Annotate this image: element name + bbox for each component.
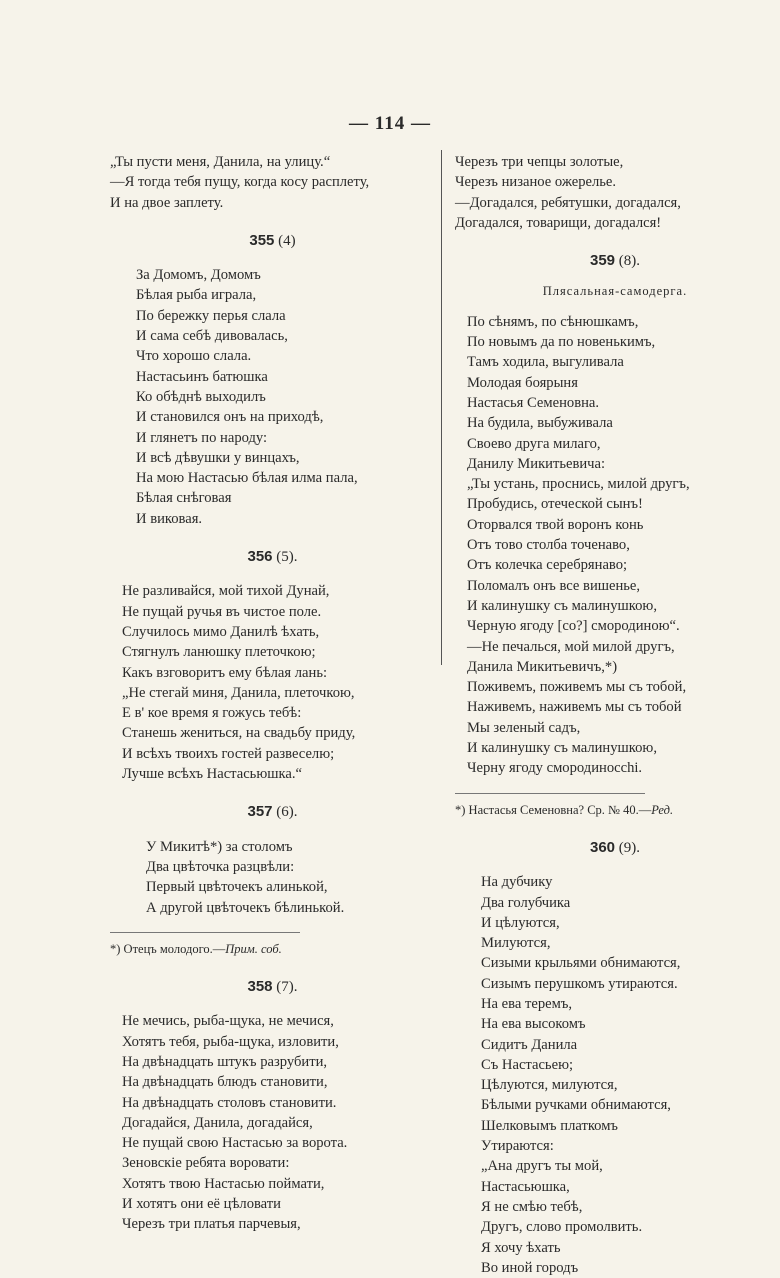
- verse-line: Другъ, слово промолвить.: [481, 1219, 643, 1236]
- verse-line: Настасья Семеновна.: [467, 394, 600, 411]
- song-357: [110, 837, 435, 918]
- song-359: [455, 312, 775, 779]
- verse-line: Данилу Микитьевича:: [467, 455, 606, 472]
- continued-stanza: [455, 152, 775, 233]
- footnote-rule: [455, 793, 645, 794]
- verse-line: Бѣлыми ручками обнимаются,: [481, 1097, 671, 1114]
- verse-line: Сизымъ перушкомъ утираются.: [481, 975, 678, 992]
- verse-line: —Догадался, ребятушки, догадался,: [455, 194, 681, 211]
- footnote-rule: [110, 932, 300, 933]
- song-heading-360: 360 (9).: [589, 838, 641, 856]
- verse-line: Черну ягоду смородинocchi.: [467, 760, 643, 777]
- verse-line: И калинушку съ малинушкою,: [467, 740, 657, 757]
- verse-line: И на двое заплету.: [110, 194, 224, 211]
- verse-line: На двѣнадцать столовъ становити.: [122, 1094, 337, 1111]
- verse-line: Черезъ три чепцы золотые,: [455, 154, 624, 170]
- verse-line: Черезъ три платья парчевыя,: [122, 1216, 301, 1233]
- verse-line: Сизыми крыльями обнимаются,: [481, 955, 681, 972]
- verse-line: Своево друга милаго,: [467, 435, 601, 452]
- verse-line: „Ты пусти меня, Данила, на улицу.“: [110, 154, 331, 170]
- verse-line: Не разливайся, мой тихой Дунай,: [122, 583, 330, 600]
- verse-line: На двѣнадцать штукъ разрубити,: [122, 1053, 328, 1070]
- song-355: [110, 265, 435, 529]
- verse-line: —Я тогда тебя пущу, когда косу расплету,: [110, 174, 370, 191]
- verse-line: На двѣнадцать блюдъ становити,: [122, 1074, 328, 1091]
- verse-line: На мою Настасью бѣлая илма пала,: [136, 470, 358, 487]
- verse-line: Бѣлая рыба играла,: [136, 287, 257, 304]
- song-heading-359: 359 (8).: [589, 252, 641, 270]
- verse-line: Что хорошо слала.: [136, 348, 252, 365]
- verse-line: Два голубчика: [481, 894, 571, 911]
- verse-line: За Домомъ, Домомъ: [136, 267, 261, 284]
- song-heading-355: 355 (4): [249, 231, 296, 249]
- verse-line: Шелковымъ платкомъ: [481, 1117, 618, 1134]
- footnote: *) Отецъ молодого.—Прим. соб.: [110, 941, 282, 956]
- verse-line: Хотятъ тебя, рыба-щука, изловити,: [122, 1033, 339, 1050]
- verse-line: Цѣлуются, милуются,: [481, 1077, 618, 1094]
- verse-line: Какъ взговоритъ ему бѣлая лань:: [122, 664, 328, 681]
- verse-line: Догадался, товарищи, догадался!: [455, 214, 662, 231]
- verse-line: Пробудись, отеческой сынъ!: [467, 496, 643, 513]
- verse-line: Мы зеленый садъ,: [467, 719, 581, 736]
- song-subtitle: Плясальная-самодерга.: [542, 284, 688, 299]
- song-heading-358: 358 (7).: [247, 978, 298, 996]
- verse-line: Первый цвѣточекъ алинькой,: [146, 879, 328, 896]
- song-360: [455, 872, 775, 1278]
- verse-line: Зеновскіе ребята воровати:: [122, 1155, 290, 1172]
- verse-line: И всѣ дѣвушки у винцахъ,: [136, 449, 300, 466]
- verse-line: Не пущай свою Настасью за ворота.: [122, 1135, 348, 1152]
- verse-line: Съ Настасьею;: [481, 1056, 574, 1073]
- verse-line: Черную ягоду [со?] смородиною“.: [467, 618, 680, 635]
- verse-line: И сама себѣ дивовалась,: [136, 328, 288, 345]
- verse-line: На ева высокомъ: [481, 1016, 586, 1033]
- verse-line: Не пущай ручья въ чистое поле.: [122, 603, 322, 620]
- verse-line: Данила Микитьевичъ,*): [467, 658, 618, 675]
- verse-line: И хотятъ они её цѣловати: [122, 1196, 281, 1213]
- intro-stanza: [110, 152, 435, 213]
- verse-line: Ко обѣднѣ выходилъ: [136, 388, 266, 405]
- verse-line: Станешь жениться, на свадьбу приду,: [122, 725, 356, 742]
- verse-line: Бѣлая снѣговая: [136, 490, 232, 507]
- verse-line: Молодая боярыня: [467, 374, 578, 391]
- verse-line: Милуются,: [481, 935, 551, 952]
- verse-line: И калинушку съ малинушкою,: [467, 597, 657, 614]
- verse-line: Оторвался твой воронъ конь: [467, 516, 644, 533]
- song-heading-356: 356 (5).: [247, 548, 298, 566]
- verse-line: И становился онъ на приходѣ,: [136, 409, 324, 426]
- footnote: *) Настасья Семеновна? Ср. № 40.—Ред.: [455, 802, 674, 817]
- verse-line: „Не стегай миня, Данила, плеточкою,: [122, 684, 355, 701]
- verse-line: На будила, выбуживала: [467, 415, 613, 432]
- right-column: [455, 152, 775, 1278]
- verse-line: А другой цвѣточекъ бѣлинькой.: [146, 899, 345, 916]
- verse-line: Отъ тово столба точенаво,: [467, 537, 630, 554]
- verse-line: Два цвѣточка разцвѣли:: [146, 858, 295, 875]
- verse-line: Хотятъ твою Настасью поймати,: [122, 1175, 325, 1192]
- verse-line: Настасьинъ батюшка: [136, 368, 268, 385]
- song-heading-357: 357 (6).: [247, 803, 298, 821]
- verse-line: „Ана другъ ты мой,: [481, 1158, 603, 1175]
- verse-line: По бережку перья слала: [136, 307, 286, 324]
- verse-line: „Ты устань, проснись, милой другъ,: [467, 476, 690, 493]
- verse-line: Сидитъ Данила: [481, 1036, 578, 1053]
- verse-line: Отъ колечка серебрянаво;: [467, 557, 628, 574]
- verse-line: Настасьюшка,: [481, 1178, 570, 1195]
- verse-line: Я хочу ѣхать: [481, 1239, 561, 1256]
- song-356: [110, 581, 435, 784]
- song-358: [110, 1011, 435, 1234]
- verse-line: Наживемъ, наживемъ мы съ тобой: [467, 699, 682, 716]
- verse-line: У Микитѣ*) за столомъ: [146, 838, 293, 855]
- verse-line: Догадайся, Данила, догадайся,: [122, 1114, 313, 1131]
- column-divider: [441, 150, 442, 665]
- verse-line: Тамъ ходила, выгуливала: [467, 354, 624, 371]
- verse-line: Лучше всѣхъ Настасьюшка.“: [122, 766, 302, 783]
- verse-line: Во иной городъ: [481, 1259, 579, 1276]
- verse-line: Поломалъ онъ все вишенье,: [467, 577, 641, 594]
- page-number: — 114 —: [349, 113, 431, 134]
- verse-line: Не мечись, рыба-щука, не мечися,: [122, 1013, 334, 1030]
- verse-line: На дубчику: [481, 874, 553, 891]
- verse-line: И глянетъ по народу:: [136, 429, 268, 446]
- verse-line: По новымъ да по новенькимъ,: [467, 334, 656, 351]
- verse-line: —Не печалься, мой милой другъ,: [467, 638, 675, 655]
- verse-line: Я не смѣю тебѣ,: [481, 1198, 583, 1215]
- verse-line: Черезъ низаное ожерелье.: [455, 174, 617, 191]
- verse-line: И виковая.: [136, 510, 203, 527]
- verse-line: Утираются:: [481, 1138, 554, 1155]
- verse-line: И цѣлуются,: [481, 914, 560, 931]
- left-column: [110, 152, 435, 1235]
- verse-line: Стягнулъ ланюшку плеточкою;: [122, 644, 316, 661]
- verse-line: На ева теремъ,: [481, 995, 573, 1012]
- verse-line: По сѣнямъ, по сѣнюшкамъ,: [467, 313, 639, 330]
- verse-line: Е в' кое время я гожусь тебѣ:: [122, 705, 302, 722]
- verse-line: Случилось мимо Данилѣ ѣхать,: [122, 623, 320, 640]
- verse-line: Поживемъ, поживемъ мы съ тобой,: [467, 679, 687, 696]
- verse-line: И всѣхъ твоихъ гостей развеселю;: [122, 745, 335, 762]
